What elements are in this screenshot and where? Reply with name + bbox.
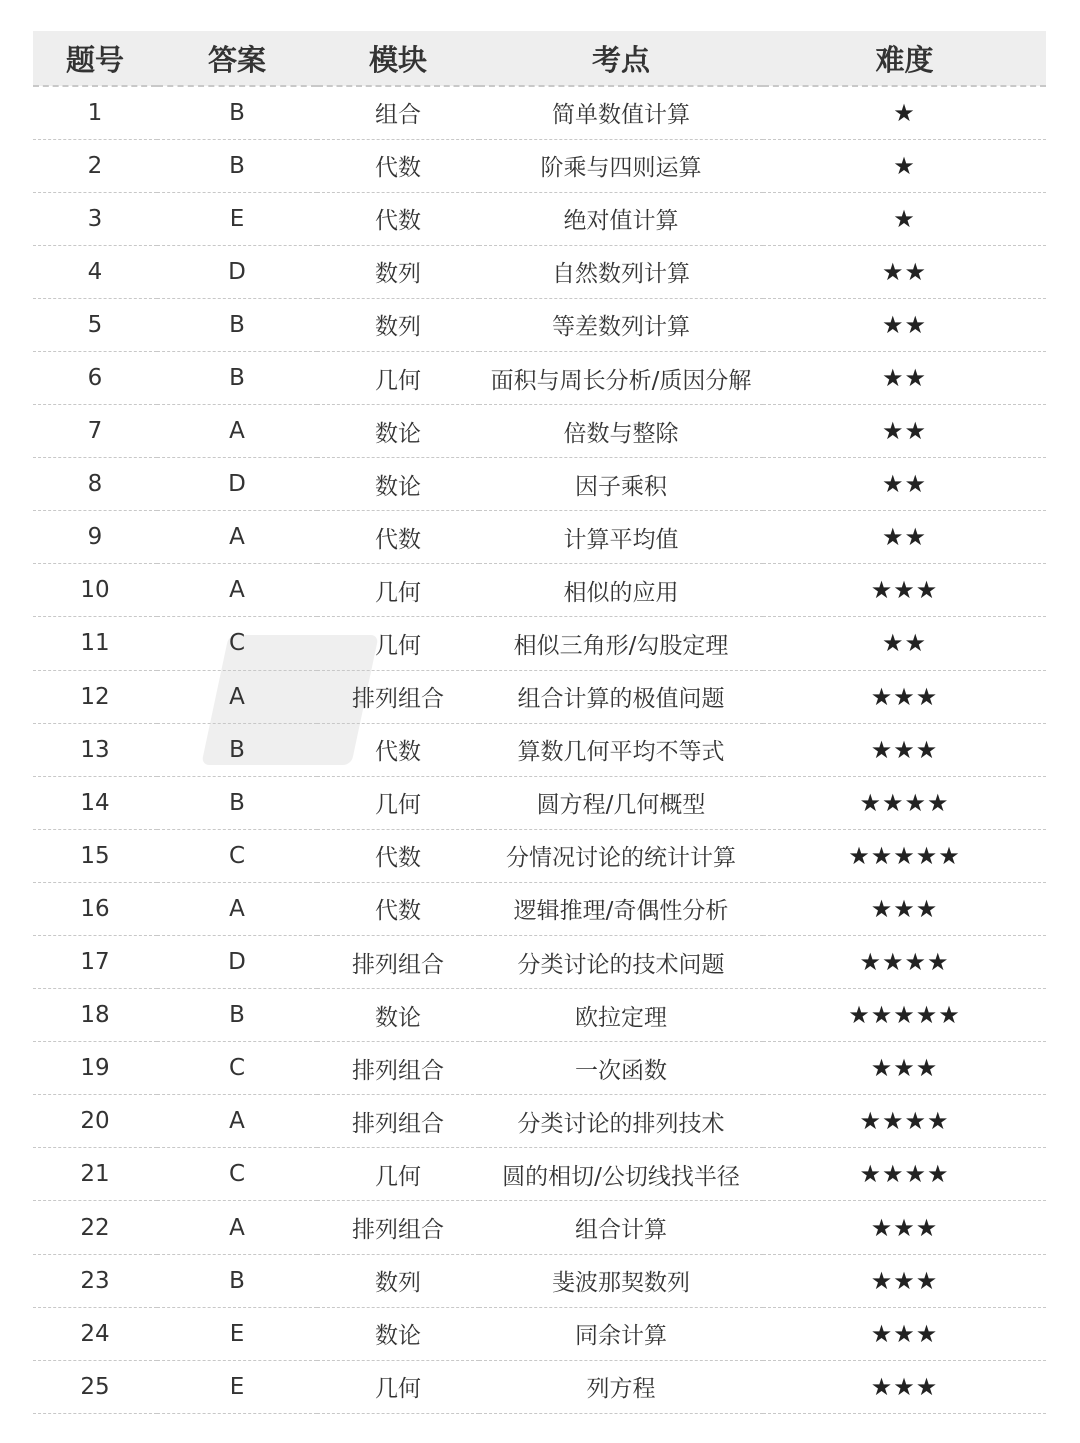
cell-difficulty-stars: ★★★	[763, 1254, 1046, 1307]
cell-answer: A	[157, 1201, 317, 1254]
cell-answer: D	[157, 458, 317, 511]
cell-difficulty-stars: ★	[763, 192, 1046, 245]
cell-topic: 分类讨论的技术问题	[479, 936, 763, 989]
table-row	[33, 882, 1046, 935]
cell-number: 16	[33, 882, 157, 935]
cell-answer: A	[157, 670, 317, 723]
cell-module: 代数	[317, 882, 479, 935]
cell-difficulty-stars: ★★★	[763, 564, 1046, 617]
cell-module: 代数	[317, 829, 479, 882]
cell-topic: 组合计算	[479, 1201, 763, 1254]
cell-answer: D	[157, 245, 317, 298]
cell-topic: 斐波那契数列	[479, 1254, 763, 1307]
cell-topic: 分类讨论的排列技术	[479, 1095, 763, 1148]
cell-answer: C	[157, 1148, 317, 1201]
header-module: 模块	[317, 31, 479, 86]
cell-topic: 因子乘积	[479, 458, 763, 511]
cell-number: 14	[33, 776, 157, 829]
cell-module: 代数	[317, 192, 479, 245]
table-row	[33, 1360, 1046, 1413]
cell-number: 4	[33, 245, 157, 298]
cell-number: 2	[33, 139, 157, 192]
cell-module: 排列组合	[317, 1095, 479, 1148]
cell-topic: 等差数列计算	[479, 298, 763, 351]
cell-topic: 算数几何平均不等式	[479, 723, 763, 776]
cell-difficulty-stars: ★★★★★	[763, 989, 1046, 1042]
cell-difficulty-stars: ★★	[763, 617, 1046, 670]
cell-difficulty-stars: ★★	[763, 405, 1046, 458]
table-header	[33, 31, 1046, 86]
table-row	[33, 1307, 1046, 1360]
cell-difficulty-stars: ★★★★★	[763, 829, 1046, 882]
table-body	[33, 86, 1046, 1413]
table-row	[33, 617, 1046, 670]
cell-module: 几何	[317, 617, 479, 670]
cell-number: 8	[33, 458, 157, 511]
cell-answer: B	[157, 723, 317, 776]
cell-module: 数论	[317, 458, 479, 511]
cell-module: 组合	[317, 86, 479, 139]
cell-answer: B	[157, 989, 317, 1042]
cell-answer: B	[157, 139, 317, 192]
cell-topic: 分情况讨论的统计计算	[479, 829, 763, 882]
cell-module: 几何	[317, 1148, 479, 1201]
cell-answer: C	[157, 1042, 317, 1095]
table-row	[33, 936, 1046, 989]
table-row	[33, 1254, 1046, 1307]
cell-number: 21	[33, 1148, 157, 1201]
table-row	[33, 723, 1046, 776]
table-row	[33, 511, 1046, 564]
header-difficulty: 难度	[763, 31, 1046, 86]
cell-difficulty-stars: ★★★	[763, 882, 1046, 935]
cell-number: 5	[33, 298, 157, 351]
cell-difficulty-stars: ★★	[763, 298, 1046, 351]
cell-difficulty-stars: ★	[763, 139, 1046, 192]
cell-difficulty-stars: ★★★	[763, 723, 1046, 776]
cell-topic: 简单数值计算	[479, 86, 763, 139]
cell-number: 3	[33, 192, 157, 245]
cell-number: 15	[33, 829, 157, 882]
cell-number: 11	[33, 617, 157, 670]
cell-number: 19	[33, 1042, 157, 1095]
table-row	[33, 245, 1046, 298]
cell-topic: 面积与周长分析/质因分解	[479, 351, 763, 404]
table-row	[33, 829, 1046, 882]
cell-topic: 圆的相切/公切线找半径	[479, 1148, 763, 1201]
cell-number: 24	[33, 1307, 157, 1360]
header-row	[33, 31, 1046, 86]
cell-difficulty-stars: ★★	[763, 458, 1046, 511]
cell-difficulty-stars: ★★★★	[763, 1148, 1046, 1201]
cell-topic: 一次函数	[479, 1042, 763, 1095]
table-row	[33, 139, 1046, 192]
cell-answer: B	[157, 351, 317, 404]
cell-topic: 倍数与整除	[479, 405, 763, 458]
cell-difficulty-stars: ★★	[763, 511, 1046, 564]
cell-answer: C	[157, 829, 317, 882]
cell-topic: 阶乘与四则运算	[479, 139, 763, 192]
header-answer: 答案	[157, 31, 317, 86]
table-row	[33, 776, 1046, 829]
table-row	[33, 1201, 1046, 1254]
cell-difficulty-stars: ★★★★	[763, 776, 1046, 829]
table-row	[33, 564, 1046, 617]
cell-answer: A	[157, 405, 317, 458]
cell-number: 22	[33, 1201, 157, 1254]
cell-answer: B	[157, 1254, 317, 1307]
cell-answer: A	[157, 564, 317, 617]
cell-topic: 圆方程/几何概型	[479, 776, 763, 829]
cell-module: 代数	[317, 511, 479, 564]
cell-module: 几何	[317, 564, 479, 617]
table-row	[33, 989, 1046, 1042]
table-row	[33, 670, 1046, 723]
cell-answer: C	[157, 617, 317, 670]
cell-module: 几何	[317, 351, 479, 404]
cell-module: 数列	[317, 1254, 479, 1307]
cell-topic: 相似的应用	[479, 564, 763, 617]
cell-module: 代数	[317, 723, 479, 776]
cell-difficulty-stars: ★★★★	[763, 1095, 1046, 1148]
cell-topic: 逻辑推理/奇偶性分析	[479, 882, 763, 935]
table-row	[33, 458, 1046, 511]
cell-answer: B	[157, 86, 317, 139]
cell-answer: E	[157, 1360, 317, 1413]
cell-difficulty-stars: ★★★	[763, 670, 1046, 723]
cell-answer: A	[157, 1095, 317, 1148]
cell-number: 9	[33, 511, 157, 564]
cell-number: 18	[33, 989, 157, 1042]
cell-difficulty-stars: ★	[763, 86, 1046, 139]
cell-topic: 列方程	[479, 1360, 763, 1413]
table-row	[33, 1095, 1046, 1148]
cell-module: 数论	[317, 405, 479, 458]
cell-number: 20	[33, 1095, 157, 1148]
cell-number: 12	[33, 670, 157, 723]
cell-number: 25	[33, 1360, 157, 1413]
header-topic: 考点	[479, 31, 763, 86]
cell-difficulty-stars: ★★★	[763, 1360, 1046, 1413]
cell-number: 23	[33, 1254, 157, 1307]
cell-answer: E	[157, 192, 317, 245]
cell-topic: 自然数列计算	[479, 245, 763, 298]
cell-number: 6	[33, 351, 157, 404]
cell-module: 排列组合	[317, 936, 479, 989]
cell-module: 排列组合	[317, 670, 479, 723]
cell-answer: B	[157, 298, 317, 351]
cell-answer: B	[157, 776, 317, 829]
cell-topic: 相似三角形/勾股定理	[479, 617, 763, 670]
cell-number: 10	[33, 564, 157, 617]
cell-number: 17	[33, 936, 157, 989]
cell-topic: 绝对值计算	[479, 192, 763, 245]
answer-table-sheet	[33, 31, 1046, 1414]
table-row	[33, 298, 1046, 351]
cell-module: 数论	[317, 1307, 479, 1360]
cell-answer: D	[157, 936, 317, 989]
header-number: 题号	[33, 31, 157, 86]
cell-module: 代数	[317, 139, 479, 192]
cell-answer: A	[157, 882, 317, 935]
cell-module: 数论	[317, 989, 479, 1042]
cell-number: 7	[33, 405, 157, 458]
cell-topic: 组合计算的极值问题	[479, 670, 763, 723]
cell-answer: E	[157, 1307, 317, 1360]
cell-number: 13	[33, 723, 157, 776]
cell-module: 排列组合	[317, 1201, 479, 1254]
table-row	[33, 86, 1046, 139]
cell-module: 数列	[317, 298, 479, 351]
cell-topic: 计算平均值	[479, 511, 763, 564]
table-row	[33, 192, 1046, 245]
answer-table	[33, 31, 1046, 1414]
cell-difficulty-stars: ★★★★	[763, 936, 1046, 989]
cell-module: 几何	[317, 776, 479, 829]
table-row	[33, 351, 1046, 404]
cell-module: 数列	[317, 245, 479, 298]
cell-difficulty-stars: ★★★	[763, 1307, 1046, 1360]
cell-difficulty-stars: ★★	[763, 245, 1046, 298]
cell-topic: 同余计算	[479, 1307, 763, 1360]
cell-answer: A	[157, 511, 317, 564]
table-row	[33, 1042, 1046, 1095]
cell-number: 1	[33, 86, 157, 139]
cell-difficulty-stars: ★★★	[763, 1042, 1046, 1095]
cell-difficulty-stars: ★★★	[763, 1201, 1046, 1254]
table-row	[33, 1148, 1046, 1201]
cell-topic: 欧拉定理	[479, 989, 763, 1042]
cell-module: 排列组合	[317, 1042, 479, 1095]
cell-difficulty-stars: ★★	[763, 351, 1046, 404]
cell-module: 几何	[317, 1360, 479, 1413]
table-row	[33, 405, 1046, 458]
